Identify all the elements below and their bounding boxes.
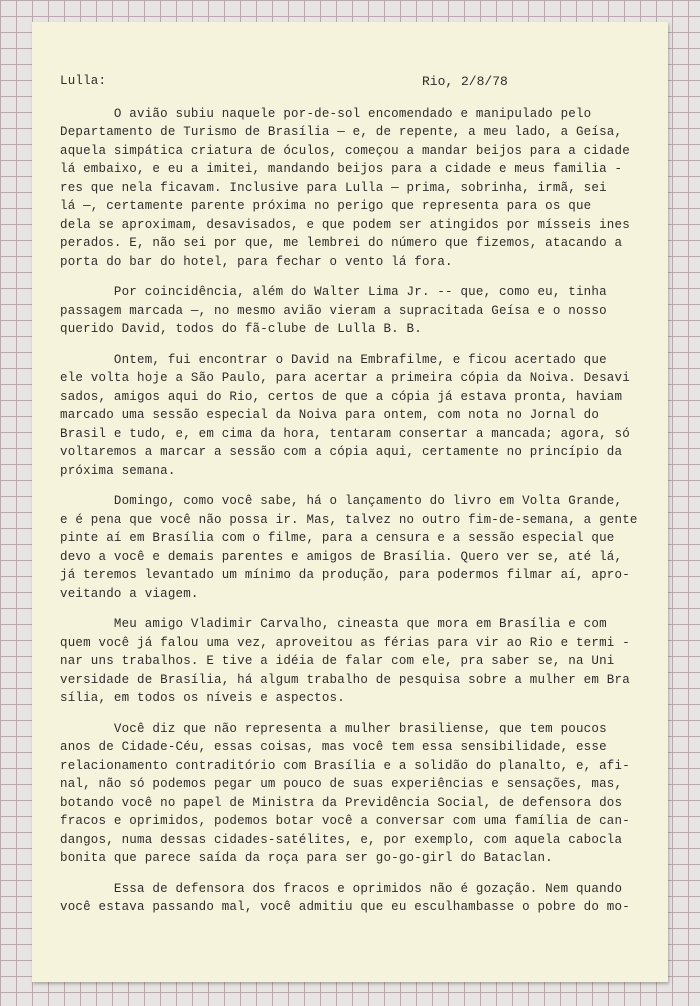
text-line: quem você já falou uma vez, aproveitou as férias para vir ao Rio e termi - xyxy=(60,635,630,650)
text-line: Ontem, fui encontrar o David na Embrafilme, e ficou acertado que xyxy=(60,352,607,367)
letter-sheet xyxy=(32,22,668,982)
salutation: Lulla: xyxy=(60,74,107,88)
text-line: Domingo, como você sabe, há o lançamento do livro em Volta Grande, xyxy=(60,494,623,508)
text-line: bonita que parece saída da roça para ser go-go-girl do Bataclan. xyxy=(60,851,553,865)
text-line: Por coincidência, além do Walter Lima Jr. -- que, como eu, tinha xyxy=(60,285,607,299)
text-line: pinte aí em Brasília com o filme, para a censura e a sessão especial que xyxy=(60,531,615,545)
text-line: res que nela ficavam. Inclusive para Lulla — prima, sobrinha, irmã, sei xyxy=(60,180,607,195)
text-line: perados. E, não sei por que, me lembrei do número que fizemos, atacando a xyxy=(60,236,623,250)
text-line: próxima semana. xyxy=(60,463,176,478)
text-line: voltaremos a marcar a sessão com a cópia aqui, certamente no princípio da xyxy=(60,445,623,459)
text-line: sados, amigos aqui do Rio, certos de que a cópia já estava pronta, haviam xyxy=(60,389,623,404)
text-line: sília, em todos os níveis e aspectos. xyxy=(60,691,345,705)
text-line: e é pena que você não possa ir. Mas, talvez no outro fim-de-semana, a gente xyxy=(60,512,638,527)
paragraph xyxy=(60,283,660,339)
text-line: ele volta hoje a São Paulo, para acertar a primeira cópia da Noiva. Desavi xyxy=(60,371,630,385)
text-line: Departamento de Turismo de Brasília — e, de repente, a meu lado, a Geísa, xyxy=(60,125,623,139)
text-line: devo a você e demais parentes e amigos de Brasília. Quero ver se, até lá, xyxy=(60,549,623,564)
text-line: querido David, todos do fã-clube de Lulla B. B. xyxy=(60,322,422,336)
text-line: dela se aproximam, desavisados, e que podem ser atingidos por mísseis ines xyxy=(60,217,630,232)
text-line: lá —, certamente parente próxima no perigo que representa para os que xyxy=(60,199,592,213)
letter-date: Rio, 2/8/78 xyxy=(422,74,508,89)
text-line: O avião subiu naquele por-de-sol encomendado e manipulado pelo xyxy=(60,106,592,121)
paragraph xyxy=(60,615,660,708)
paragraphs xyxy=(60,105,660,917)
text-line: nal, não só podemos pegar um pouco de suas experiências e sensações, mas, xyxy=(60,777,623,791)
text-line: aquela simpática criatura de óculos, começou a mandar beijos para a cidade xyxy=(60,143,630,158)
text-line: relacionamento contraditório com Brasília e a solidão do planalto, e, afi- xyxy=(60,758,630,773)
text-line: Essa de defensora dos fracos e oprimidos não é gozação. Nem quando xyxy=(60,881,623,896)
text-line: passagem marcada —, no mesmo avião vieram a supracitada Geísa e o nosso xyxy=(60,303,607,318)
letter-body xyxy=(60,72,660,929)
text-line: Meu amigo Vladimir Carvalho, cineasta que mora em Brasília e com xyxy=(60,617,607,631)
text-line: já teremos levantado um mínimo da produção, para podermos filmar aí, apro- xyxy=(60,568,630,582)
paragraph xyxy=(60,880,660,917)
text-line: marcado uma sessão especial da Noiva para ontem, com nota no Jornal do xyxy=(60,408,600,422)
paragraph xyxy=(60,351,660,481)
text-line: Você diz que não representa a mulher brasiliense, que tem poucos xyxy=(60,721,607,736)
text-line: nar uns trabalhos. E tive a idéia de falar com ele, pra saber se, na Uni xyxy=(60,654,615,668)
text-line: fracos e oprimidos, podemos botar você a conversar com uma família de can- xyxy=(60,814,630,828)
text-line: você estava passando mal, você admitiu que eu esculhambasse o pobre do mo- xyxy=(60,900,630,914)
text-line: versidade de Brasília, há algum trabalho de pesquisa sobre a mulher em Bra xyxy=(60,672,630,687)
text-line: lá embaixo, e eu a imitei, mandando beijos para a cidade e meus familia - xyxy=(60,162,623,176)
paragraph xyxy=(60,492,660,603)
text-line: dangos, numa dessas cidades-satélites, e, por exemplo, com aquela cabocla xyxy=(60,832,623,847)
text-line: botando você no papel de Ministra da Previdência Social, de defensora dos xyxy=(60,795,623,810)
paragraph xyxy=(60,105,660,272)
paragraph xyxy=(60,720,660,868)
text-line: anos de Cidade-Céu, essas coisas, mas você tem essa sensibilidade, esse xyxy=(60,740,607,754)
text-line: porta do bar do hotel, para fechar o vento lá fora. xyxy=(60,254,453,269)
text-line: Brasil e tudo, e, em cima da hora, tentaram consertar a mancada; agora, só xyxy=(60,426,630,441)
text-line: veitando a viagem. xyxy=(60,586,199,601)
